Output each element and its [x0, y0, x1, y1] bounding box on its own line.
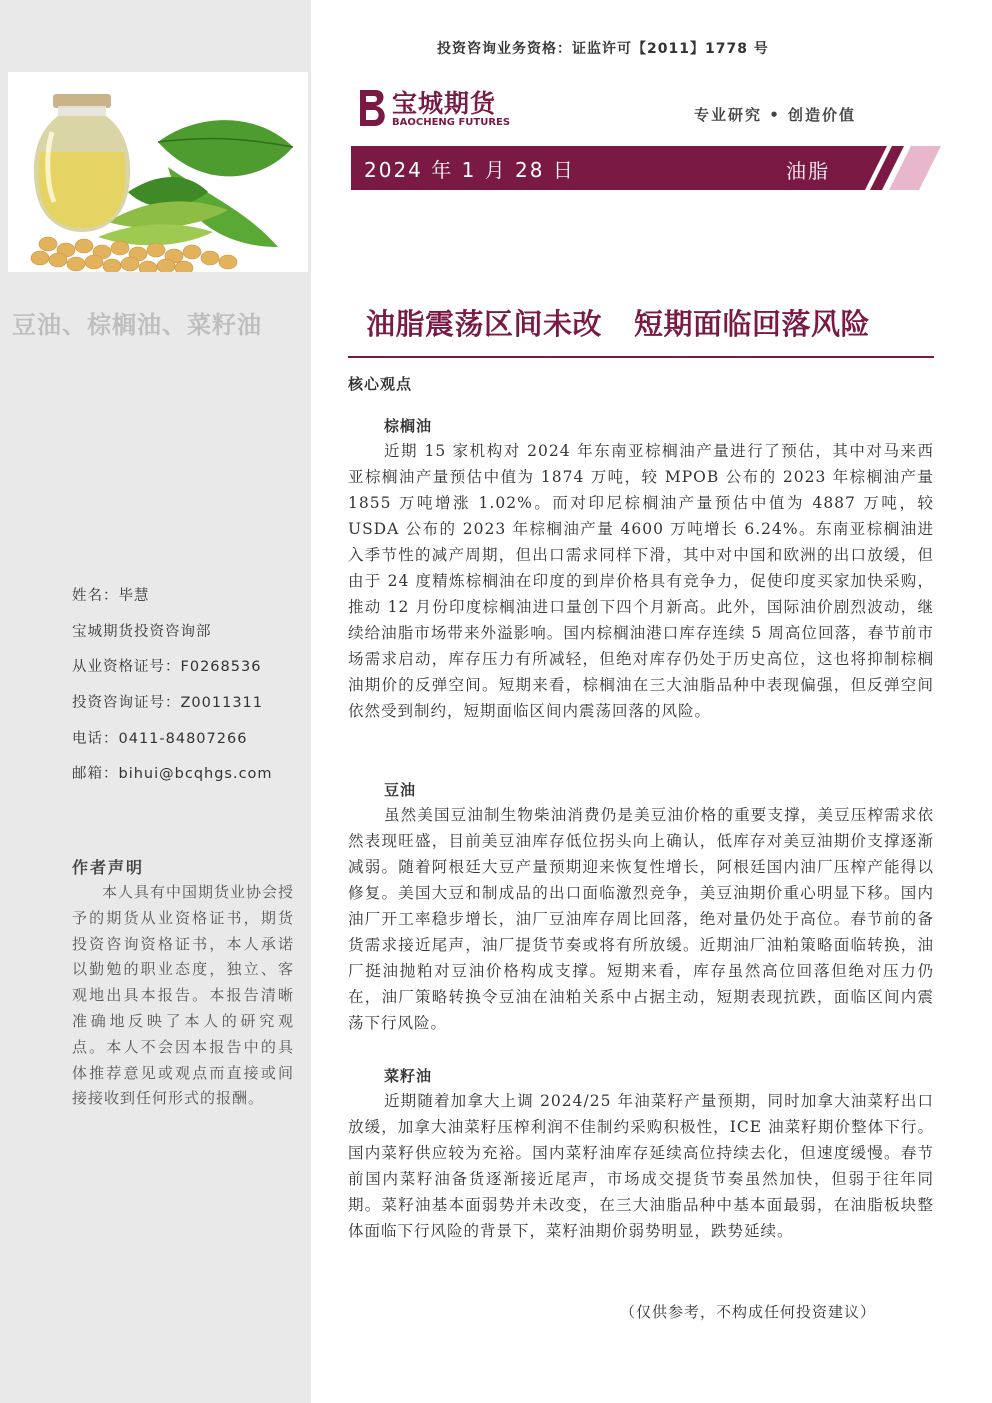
core-view-label: 核心观点 — [348, 375, 413, 393]
author-phone: 电话：0411-84807266 — [72, 730, 248, 747]
logo-english-name: BAOCHENG FUTURES — [392, 117, 511, 128]
author-contact — [72, 586, 273, 800]
slogan: 专业研究 • 创造价值 — [694, 106, 857, 124]
page-title — [366, 302, 870, 343]
section-palm-oil — [348, 414, 934, 724]
author-qualification-number: 从业资格证号：F0268536 — [72, 659, 262, 676]
logo-chinese-name: 宝城期货 — [392, 89, 497, 118]
disclaimer: （仅供参考，不构成任何投资建议） — [620, 1303, 877, 1321]
section-heading: 菜籽油 — [384, 1067, 433, 1085]
author-email: 邮箱：bihui@bcqhgs.com — [72, 766, 273, 783]
report-date: 2024 年 1 月 28 日 — [364, 158, 575, 182]
section-rapeseed-oil — [348, 1064, 934, 1244]
title-part-2: 短期面临回落风险 — [634, 307, 871, 341]
title-divider — [348, 356, 934, 358]
logo-mark-icon — [354, 86, 390, 130]
section-body: 近期 15 家机构对 2024 年东南亚棕榈油产量进行了预估，其中对马来西亚棕榈油产量预估中值为 1874 万吨，较 MPOB 公布的 2023 年棕榈油产量 1855 万吨增涨 1.02%。而对印尼棕榈油产量预估中值为 4887 万吨，较 USDA 公布的 2023 年棕榈油产量 4600 万吨增长 6.24%。东南亚棕榈油进入季节性的减产周期，但出口需求同样下滑，其中对中国和欧洲的出口放缓，但由于 24 度精炼棕榈油在印度的到岸价格具有竞争力，促使印度买家加快采购，推动 12 月份印度棕榈油进口量创下四个月新高。此外，国际油价剧烈波动，继续给油脂市场带来外溢影响。国内棕榈油港口库存连续 5 周高位回落，春节前市场需求启动，库存压力有所减轻，但绝对库存仍处于历史高位，这也将抑制棕榈油期价的反弹空间。短期来看，棕榈油在三大油脂品种中表现偏强，但反弹空间依然受到制约，短期面临区间内震荡回落的风险。 — [348, 442, 934, 720]
section-heading: 棕榈油 — [384, 417, 433, 435]
report-category: 油脂 — [786, 159, 830, 183]
section-body: 虽然美国豆油制生物柴油消费仍是美豆油价格的重要支撑，美豆压榨需求依然表现旺盛，目前美豆油库存低位拐头向上确认，低库存对美豆油期价支撑逐渐减弱。随着阿根廷大豆产量预期迎来恢复性增长，阿根廷国内油厂压榨产能得以修复。美国大豆和制成品的出口面临激烈竞争，美豆油期价重心明显下移。国内油厂开工率稳步增长，油厂豆油库存周比回落，绝对量仍处于高位。春节前的备货需求接近尾声，油厂提货节奏或将有所放缓。近期油厂油粕策略面临转换，油厂挺油抛粕对豆油价格构成支撑。短期来看，库存虽然高位回落但绝对压力仍在，油厂策略转换令豆油在油粕关系中占据主动，短期表现抗跌，面临区间内震荡下行风险。 — [348, 806, 934, 1032]
declaration-body: 本人具有中国期货业协会授予的期货从业资格证书，期货投资咨询资格证书，本人承诺以勤勉的职业态度，独立、客观地出具本报告。本报告清晰准确地反映了本人的研究观点。本人不会因本报告中的具体推荐意见或观点而直接或间接接收到任何形式的报酬。 — [72, 883, 295, 1108]
author-department: 宝城期货投资咨询部 — [72, 623, 212, 640]
section-heading: 豆油 — [384, 781, 417, 799]
license-line: 投资咨询业务资格：证监许可【2011】1778 号 — [437, 41, 769, 57]
title-part-1: 油脂震荡区间未改 — [366, 307, 603, 341]
soybean-oil-jar-image — [8, 72, 308, 272]
sidebar — [0, 0, 311, 1403]
author-name: 姓名：毕慧 — [72, 588, 150, 604]
section-soybean-oil — [348, 778, 934, 1036]
declaration-title: 作者声明 — [72, 858, 145, 877]
section-body: 近期随着加拿大上调 2024/25 年油菜籽产量预期，同时加拿大油菜籽出口放缓，加拿大油菜籽压榨利润不佳制约采购积极性，ICE 油菜籽期价整体下行。国内菜籽供应较为充裕。国内菜籽油库存延续高位持续去化，但速度缓慢。春节前国内菜籽油备货逐渐接近尾声，市场成交提货节奏虽然加快，但弱于往年同期。菜籽油基本面弱势并未改变，在三大油脂品种中基本面最弱，在油脂板块整体面临下行风险的背景下，菜籽油期价弱势明显，跌势延续。 — [348, 1092, 934, 1240]
company-logo — [354, 86, 524, 132]
author-consulting-number: 投资咨询证号：Z0011311 — [72, 695, 264, 712]
sidebar-title: 豆油、棕榈油、菜籽油 — [12, 311, 262, 339]
